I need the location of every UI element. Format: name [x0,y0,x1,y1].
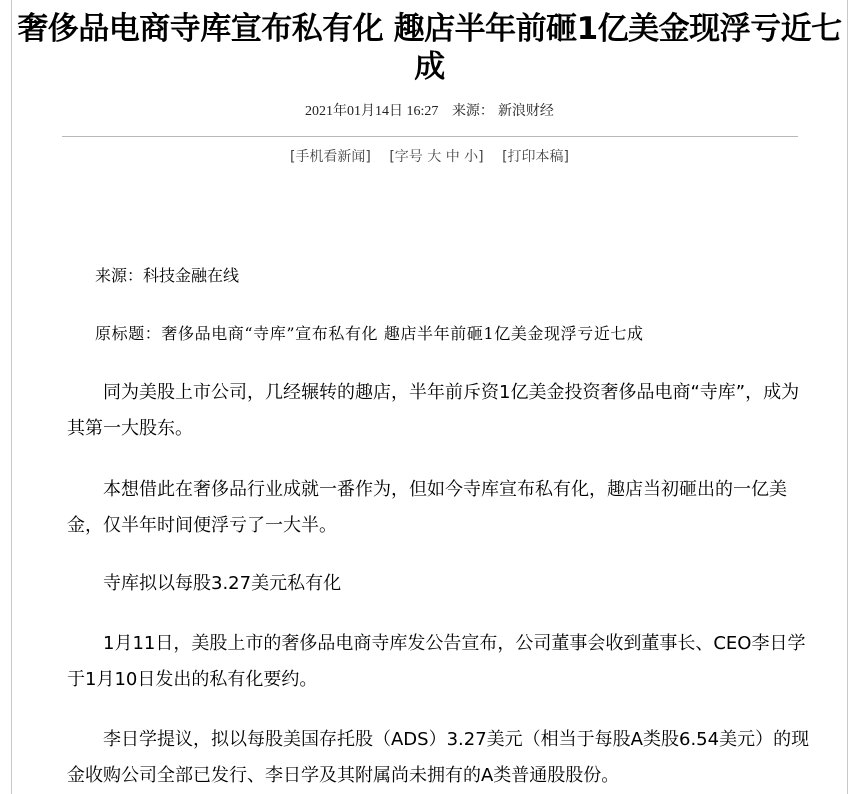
font-size-controls [389,149,483,165]
publish-datetime: 2021年01月14日 16:27 [305,104,439,119]
font-small-button[interactable]: 小] [464,149,484,165]
font-size-label: [字号 [389,149,423,165]
source-link[interactable]: 新浪财经 [497,104,554,119]
paragraph-1: 同为美股上市公司，几经辗转的趣店，半年前斥资1亿美金投资奢侈品电商“寺库”，成为其第一大股东。 [67,382,800,439]
font-large-button[interactable]: 大 [427,149,442,165]
font-medium-button[interactable]: 中 [445,149,460,165]
source [452,104,554,119]
article-toolbar [12,146,847,166]
source-label: 来源： [451,104,494,119]
section-heading: 寺库拟以每股3.27美元私有化 [103,573,342,594]
mobile-news-link[interactable]: [手机看新闻] [289,149,371,165]
article-title: 奢侈品电商寺库宣布私有化 趣店半年前砸1亿美金现浮亏近七成 [17,11,842,85]
paragraph-2: 本想借此在奢侈品行业成就一番作为，但如今寺库宣布私有化，趣店当初砸出的一亿美金，仅半年时间便浮亏了一大半。 [67,479,787,536]
paragraph-3: 1月11日，美股上市的奢侈品电商寺库发公告宣布，公司董事会收到董事长、CEO李日学于1月10日发出的私有化要约。 [67,633,806,690]
article-meta [12,100,847,120]
original-title: 原标题：奢侈品电商“寺库”宣布私有化 趣店半年前砸1亿美金现浮亏近七成 [95,324,644,343]
paragraph-4: 李日学提议，拟以每股美国存托股（ADS）3.27美元（相当于每股A类股6.54美元）的现金收购公司全部已发行、李日学及其附属尚未拥有的A类普通股股份。 [67,729,810,786]
origin-source: 来源：科技金融在线 [95,266,240,285]
divider [62,136,798,137]
print-link[interactable]: [打印本稿] [502,149,570,165]
article-page [11,0,848,794]
